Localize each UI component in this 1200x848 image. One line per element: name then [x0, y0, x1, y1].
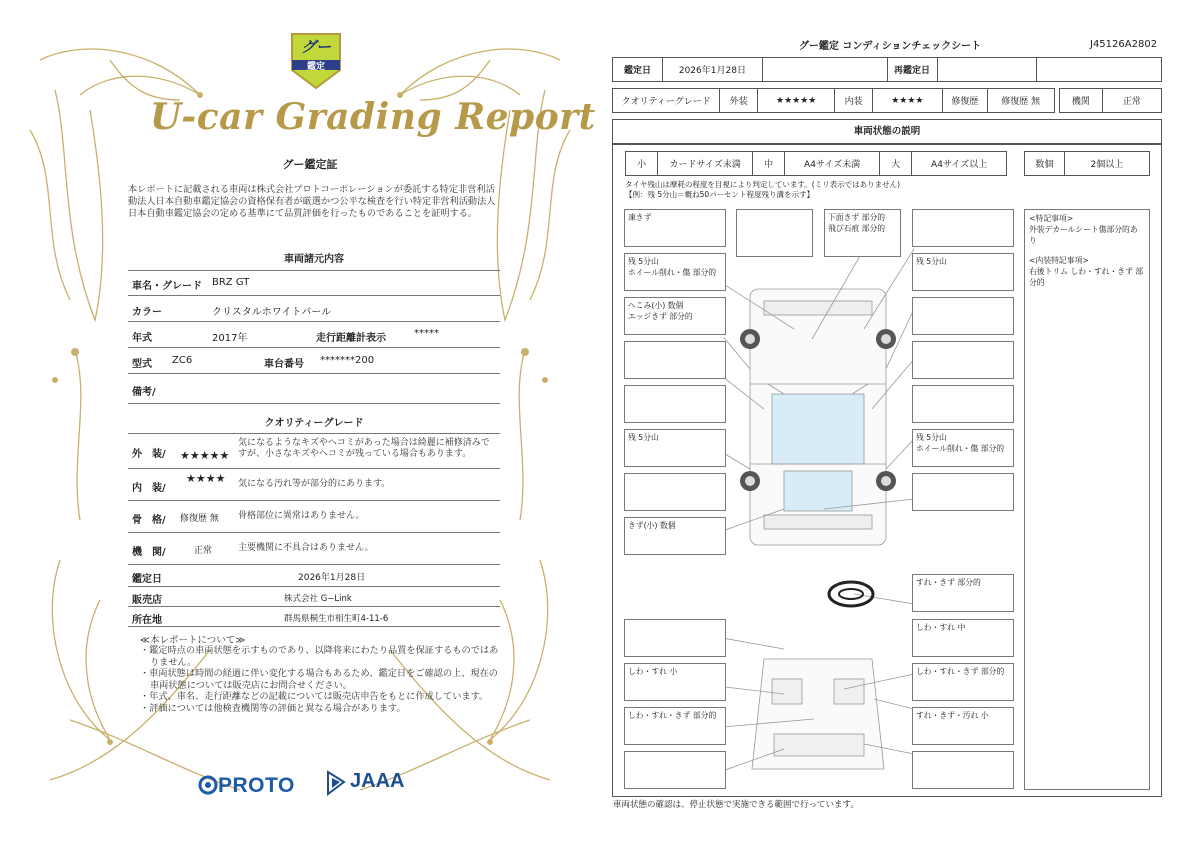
notes-list: [140, 645, 500, 715]
damage-box-left-front: へこみ(小) 数個 エッジきず 部分的: [624, 297, 726, 335]
state-heading: 車両状態の説明: [612, 119, 1162, 144]
quality-row-frame: [128, 501, 500, 533]
spec-chassis-label: 車台番号: [264, 359, 304, 370]
badge-line1: グー: [300, 38, 331, 56]
spec-model-label: 型式: [132, 359, 152, 370]
interior-box-trim-left: しわ・すれ・きず 部分的: [624, 707, 726, 745]
footer-note: 車両状態の確認は、停止状態で実施できる範囲で行っています。: [613, 800, 859, 810]
note-item: ・評価については他検査機関等の評価と異なる場合があります。: [140, 702, 406, 714]
damage-box-front-right: [912, 209, 1014, 247]
info-address-value: 群馬県桐生市相生町4-11-6: [284, 614, 389, 624]
legend-medium-desc: A4サイズ未満: [785, 152, 880, 176]
qg-engine-value: 正常: [1102, 89, 1161, 113]
special-notes-heading: <特記事項>: [1029, 214, 1074, 223]
spec-name-value: BRZ GT: [212, 277, 250, 288]
goo-kantei-badge: [288, 30, 344, 92]
special-notes-text: 外装デカールシート傷部分的あり: [1029, 225, 1138, 245]
note-item: ・車両状態は時間の経過に伴い変化する場合もあるため、鑑定日をご確認の上、現在の車両状態については販売店にお問合せください。: [140, 668, 498, 691]
spec-remarks-label: 備考/: [132, 387, 156, 398]
specs-heading: 車両諸元内容: [284, 254, 344, 265]
damage-box-left-mid: [624, 341, 726, 379]
spec-row-year: [128, 322, 500, 348]
size-legend: [625, 151, 1007, 176]
note-item: ・年式、車名、走行距離などの記載については販売店申告をもとに作成しています。: [140, 691, 489, 703]
info-shop-label: 販売店: [132, 595, 162, 606]
interior-box-rear-left: [624, 751, 726, 789]
intro-paragraph: 本レポートに記載される車両は株式会社プロトコーポレーションが委託する特定非営利活動法人日本自動車鑑定協会の資格保有者が厳選かつ公平な検査を行い特定非営利活動法人日本自動車鑑定協会の定める基準にて品質評価を行ったものであることを証明する。: [128, 184, 496, 219]
qg-label: クオリティーグレード: [613, 89, 720, 113]
legend-count-desc: 2個以上: [1064, 152, 1149, 176]
spec-name-label: 車名・グレード: [132, 281, 202, 292]
damage-box-front-mid: [736, 209, 813, 257]
appraisal-date-row: [612, 57, 1162, 82]
sheet-title: グー鑑定 コンディションチェックシート: [798, 41, 982, 52]
qg-ext-stars: ★★★★★: [758, 89, 835, 113]
certificate-title: グー鑑定証: [282, 158, 338, 171]
interior-box-seat-left: しわ・すれ 小: [624, 663, 726, 701]
quality-engine-desc: 主要機関に不具合はありません。: [238, 543, 374, 553]
blank-cell: [1037, 58, 1162, 82]
damage-box-front-left: 凍きず: [624, 209, 726, 247]
interior-box-steering: すれ・きず 部分的: [912, 574, 1014, 612]
jaaa-logo-text: JAAA: [350, 770, 405, 792]
info-shop-value: 株式会社 G−Link: [284, 594, 352, 604]
tyre-box-front-right: 残 5分山: [912, 253, 1014, 291]
quality-frame-desc: 骨格部位に異常はありません。: [238, 511, 365, 521]
quality-grade-row: [612, 88, 1162, 113]
qg-int-label: 内装: [835, 89, 873, 113]
appraisal-date-value: 2026年1月28日: [662, 58, 762, 82]
qg-repair-value: 修復歴 無: [987, 89, 1054, 113]
spec-row-color: [128, 296, 500, 322]
qg-engine-label: 機関: [1059, 89, 1102, 113]
spec-row-model: [128, 348, 500, 374]
spec-odo-label: 走行距離計表示: [316, 333, 386, 344]
interior-notes-text: 右後トリム しわ・すれ・きず 部分的: [1029, 267, 1144, 287]
tyre-box-front-left: 残 5分山 ホイール削れ・傷 部分的: [624, 253, 726, 291]
spec-color-value: クリスタルホワイトパール: [212, 307, 332, 318]
tyre-box-rear-right: 残 5分山 ホイール削れ・傷 部分的: [912, 429, 1014, 467]
damage-box-rear-right: [912, 473, 1014, 511]
jaaa-logo-icon: [326, 770, 346, 796]
damage-box-left-rear: [624, 385, 726, 423]
spec-color-label: カラー: [132, 307, 162, 318]
note-item: ・鑑定時点の車両状態を示すものであり、以降将来にわたり品質を保証するものではありません。: [140, 645, 499, 668]
report-script-title: U-car Grading Report: [150, 96, 596, 138]
quality-row-exterior: [128, 433, 500, 469]
tyre-box-rear-left: 残 5分山: [624, 429, 726, 467]
quality-int-desc: 気になる汚れ等が部分的にあります。: [238, 479, 391, 489]
damage-box-right-mid: [912, 341, 1014, 379]
info-row-date: [128, 565, 500, 587]
appraisal-date-label: 鑑定日: [613, 58, 663, 82]
quality-row-engine: [128, 533, 500, 565]
quality-ext-stars: ★★★★★: [180, 449, 230, 462]
condition-check-sheet: [600, 0, 1200, 848]
interior-box-dash-left: [624, 619, 726, 657]
qg-int-stars: ★★★★: [872, 89, 942, 113]
blank-cell: [762, 58, 887, 82]
info-date-value: 2026年1月28日: [298, 573, 366, 583]
qg-repair-label: 修復歴: [942, 89, 987, 113]
info-address-label: 所在地: [132, 615, 162, 626]
damage-box-right-rear: [912, 385, 1014, 423]
info-date-label: 鑑定日: [132, 574, 162, 585]
tyre-note: [625, 180, 900, 200]
special-notes-box: [1024, 209, 1150, 790]
tyre-note-line2: 【例：残 5分山＝概ね50パーセント程度残り溝を示す】: [625, 190, 815, 199]
legend-small-desc: カードサイズ未満: [658, 152, 753, 176]
legend-medium: 中: [752, 152, 784, 176]
quality-heading: クオリティーグレード: [264, 418, 364, 429]
damage-box-right-front: [912, 297, 1014, 335]
quality-int-label: 内 装/: [132, 483, 166, 494]
legend-large-desc: A4サイズ以上: [912, 152, 1007, 176]
quality-frame-label: 骨 格/: [132, 515, 166, 526]
reappraisal-date-label: 再鑑定日: [887, 58, 937, 82]
quality-frame-value: 修復歴 無: [180, 514, 219, 524]
damage-box-rear-left: [624, 473, 726, 511]
interior-box-dash-right: しわ・すれ 中: [912, 619, 1014, 657]
blank-cell: [937, 58, 1037, 82]
spec-odo-value: *****: [414, 328, 439, 339]
interior-box-trim-right: すれ・きず・汚れ 小: [912, 707, 1014, 745]
damage-box-underside: 下面きず 部分的 飛び石痕 部分的: [824, 209, 901, 257]
qg-ext-label: 外装: [720, 89, 758, 113]
sheet-code: J45126A2802: [1090, 39, 1158, 50]
spec-model-value: ZC6: [172, 355, 193, 366]
quality-engine-value: 正常: [194, 546, 213, 556]
legend-small: 小: [626, 152, 658, 176]
tyre-note-line1: タイヤ残山は摩耗の程度を目視により判定しています。(ミリ表示ではありません): [625, 180, 901, 189]
quality-engine-label: 機 関/: [132, 547, 166, 558]
notes-heading: ≪本レポートについて≫: [140, 635, 246, 646]
quality-int-stars: ★★★★: [186, 472, 226, 485]
quality-ext-label: 外 装/: [132, 449, 166, 460]
info-row-address: [128, 607, 500, 627]
spec-row-name: [128, 270, 500, 296]
spec-row-remarks: [128, 374, 500, 404]
spec-year-label: 年式: [132, 333, 152, 344]
info-row-shop: [128, 587, 500, 607]
legend-large: 大: [879, 152, 911, 176]
spec-year-value: 2017年: [212, 333, 248, 344]
damage-box-rear-bumper: きず(小) 数個: [624, 517, 726, 555]
interior-box-seat-right: しわ・すれ・きず 部分的: [912, 663, 1014, 701]
quality-row-interior: [128, 469, 500, 501]
quality-ext-desc: 気になるようなキズやヘコミがあった場合は綺麗に補修済みですが、小さなキズやヘコミが残っている場合もあります。: [238, 438, 490, 459]
proto-logo-text: PROTO: [218, 774, 295, 797]
legend-count: 数個: [1025, 152, 1065, 176]
proto-logo-icon: [198, 773, 218, 797]
badge-line2: 鑑定: [306, 62, 325, 72]
steering-wheel-icon: [829, 582, 873, 606]
interior-box-rear-right: [912, 751, 1014, 789]
interior-notes-heading: <内装特記事項>: [1029, 256, 1089, 265]
count-legend: [1024, 151, 1150, 176]
spec-chassis-value: *******200: [320, 355, 375, 366]
